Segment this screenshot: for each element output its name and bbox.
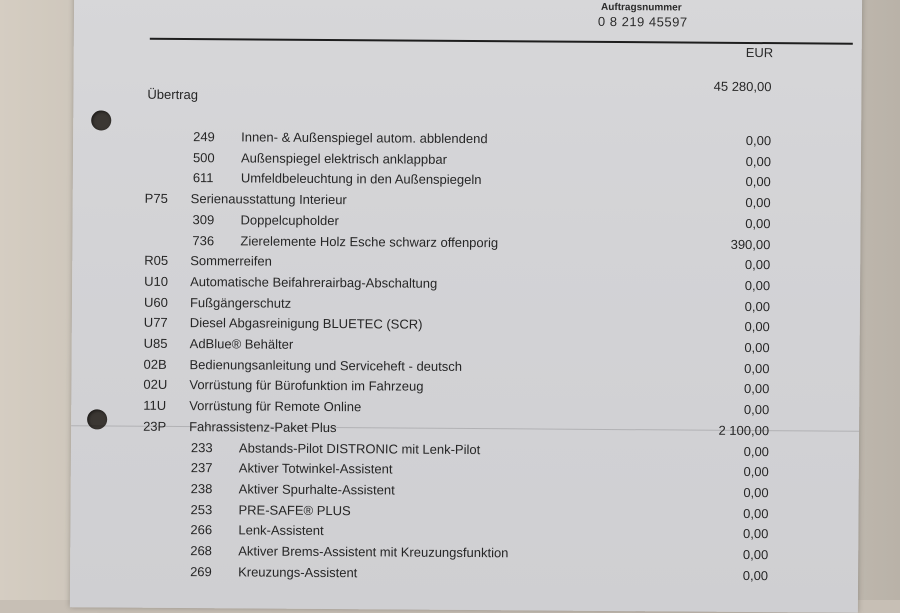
item-code: U10	[144, 273, 169, 289]
line-item-row	[144, 336, 784, 358]
item-amount: 0,00	[745, 153, 772, 169]
item-description: Kreuzungs-Assistent	[238, 564, 358, 580]
line-item-row	[143, 419, 783, 441]
line-item-row	[143, 460, 783, 482]
line-item-row	[144, 274, 784, 296]
item-code: 266	[190, 522, 213, 538]
item-amount: 0,00	[744, 381, 770, 397]
line-item-row	[145, 129, 785, 151]
line-item-row	[145, 170, 785, 192]
item-code: 11U	[143, 397, 167, 414]
item-code: 500	[192, 149, 215, 165]
item-description: Abstands-Pilot DISTRONIC mit Lenk-Pilot	[238, 439, 481, 457]
carry-over-label: Übertrag	[147, 86, 199, 103]
item-amount: 390,00	[730, 236, 771, 252]
item-code: U85	[143, 335, 168, 351]
item-amount: 0,00	[745, 132, 772, 149]
item-code: 23P	[143, 418, 167, 434]
item-code: R05	[144, 252, 169, 269]
item-amount: 0,00	[742, 546, 769, 563]
item-code: 02U	[143, 377, 168, 393]
item-amount: 0,00	[743, 402, 770, 418]
item-code: 233	[190, 439, 213, 455]
item-code: 269	[190, 563, 212, 579]
line-item-row	[142, 543, 782, 565]
item-description: Zierelemente Holz Esche schwarz offenporig	[240, 232, 499, 250]
line-item-row	[143, 439, 783, 461]
line-item-row	[143, 377, 783, 399]
item-amount: 0,00	[744, 298, 771, 314]
item-description: Vorrüstung für Bürofunktion im Fahrzeug	[189, 377, 424, 395]
item-description: AdBlue® Behälter	[189, 336, 294, 352]
item-amount: 0,00	[743, 505, 769, 521]
item-code: 268	[190, 543, 212, 559]
item-description: Bedienungsanleitung und Serviceheft - deutsch	[189, 356, 463, 374]
line-item-row	[144, 253, 784, 275]
line-item-row	[143, 398, 783, 420]
carry-over-amount: 45 280,00	[713, 78, 772, 95]
line-item-row	[144, 315, 784, 337]
item-description: Sommerreifen	[190, 253, 272, 269]
item-code: U77	[143, 315, 168, 331]
carry-over-amount-row	[652, 78, 772, 95]
item-code: 238	[190, 480, 213, 497]
item-code: 309	[192, 211, 215, 228]
item-description: Aktiver Totwinkel-Assistent	[238, 460, 393, 477]
item-description: Lenk-Assistent	[238, 522, 324, 539]
line-item-row	[144, 212, 784, 234]
line-item-row	[145, 149, 785, 171]
line-item-row	[144, 294, 784, 316]
item-amount: 0,00	[745, 174, 771, 190]
punch-hole-icon	[91, 110, 111, 130]
item-code: 736	[192, 232, 215, 248]
item-description: Aktiver Spurhalte-Assistent	[238, 481, 395, 498]
header-divider	[150, 38, 853, 45]
item-amount: 0,00	[745, 215, 771, 231]
item-description: Vorrüstung für Remote Online	[189, 398, 362, 415]
item-description: PRE-SAFE® PLUS	[238, 502, 351, 518]
item-amount: 0,00	[744, 319, 770, 335]
item-amount: 0,00	[744, 339, 770, 356]
item-description: Serienausstattung Interieur	[190, 191, 347, 208]
item-code: U60	[143, 294, 168, 310]
item-amount: 0,00	[743, 526, 769, 542]
item-description: Doppelcupholder	[240, 212, 339, 228]
currency-header: EUR	[745, 44, 774, 61]
item-description: Fahrassistenz-Paket Plus	[189, 418, 337, 435]
line-item-row	[142, 522, 782, 544]
item-amount: 0,00	[742, 567, 769, 583]
item-code: 237	[190, 460, 213, 476]
line-item-row	[142, 563, 782, 585]
invoice-paper	[70, 0, 862, 613]
item-description: Außenspiegel elektrisch anklappbar	[240, 150, 448, 167]
line-item-row	[144, 232, 784, 254]
line-item-row	[145, 191, 785, 213]
item-amount: 0,00	[743, 484, 769, 501]
item-amount: 2 100,00	[718, 422, 770, 438]
item-description: Fußgängerschutz	[189, 294, 292, 311]
item-amount: 0,00	[744, 277, 771, 294]
item-code: 249	[193, 129, 215, 145]
item-description: Diesel Abgasreinigung BLUETEC (SCR)	[189, 315, 423, 332]
item-amount: 0,00	[744, 257, 771, 273]
item-code: 611	[192, 170, 214, 186]
item-amount: 0,00	[743, 464, 769, 480]
item-amount: 0,00	[745, 195, 771, 211]
item-description: Automatische Beifahrerairbag-Abschaltung	[190, 273, 438, 291]
item-description: Umfeldbeleuchtung in den Außenspiegeln	[240, 170, 482, 188]
item-description: Innen- & Außenspiegel autom. abblendend	[241, 129, 488, 147]
item-code: 253	[190, 501, 213, 517]
order-number-label: Auftragsnummer	[601, 1, 682, 14]
line-item-row	[142, 501, 782, 523]
order-number: 0 8 219 45597	[597, 13, 688, 30]
item-amount: 0,00	[743, 443, 770, 459]
line-item-row	[143, 356, 783, 378]
item-description: Aktiver Brems-Assistent mit Kreuzungsfunktion	[238, 543, 509, 561]
item-code: 02B	[143, 356, 167, 372]
item-amount: 0,00	[744, 360, 770, 376]
line-item-row	[143, 481, 783, 503]
item-code: P75	[144, 190, 168, 207]
